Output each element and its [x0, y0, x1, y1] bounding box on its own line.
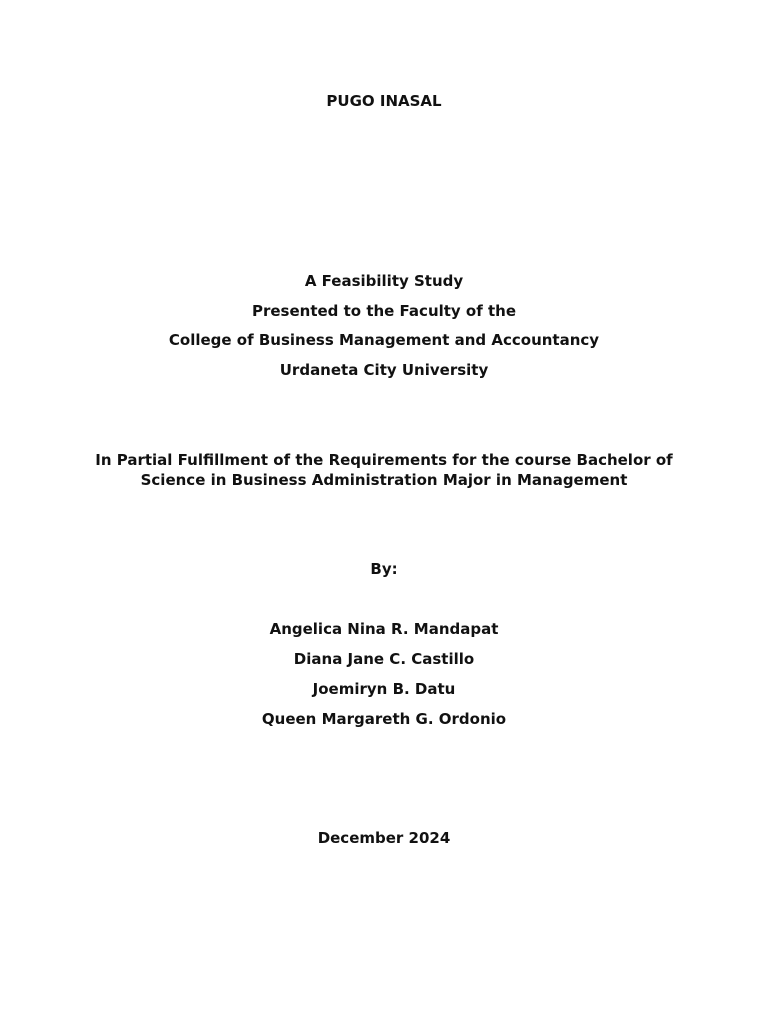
- author-name: Queen Margareth G. Ordonio: [261, 710, 507, 728]
- university-name: Urdaneta City University: [279, 361, 489, 379]
- presented-to: Presented to the Faculty of the: [251, 302, 517, 320]
- document-title: PUGO INASAL: [326, 92, 442, 110]
- author-name: Angelica Nina R. Mandapat: [269, 620, 499, 638]
- fulfillment-line-1: In Partial Fulfillment of the Requirements for the course Bachelor of: [95, 451, 673, 469]
- fulfillment-line-2: Science in Business Administration Major in Management: [140, 471, 628, 489]
- submission-date: December 2024: [317, 829, 451, 847]
- author-name: Joemiryn B. Datu: [312, 680, 456, 698]
- author-name: Diana Jane C. Castillo: [293, 650, 475, 668]
- college-name: College of Business Management and Accountancy: [168, 331, 600, 349]
- fulfillment-statement: [84, 450, 684, 490]
- study-type: A Feasibility Study: [304, 272, 464, 290]
- by-label: By:: [370, 560, 398, 578]
